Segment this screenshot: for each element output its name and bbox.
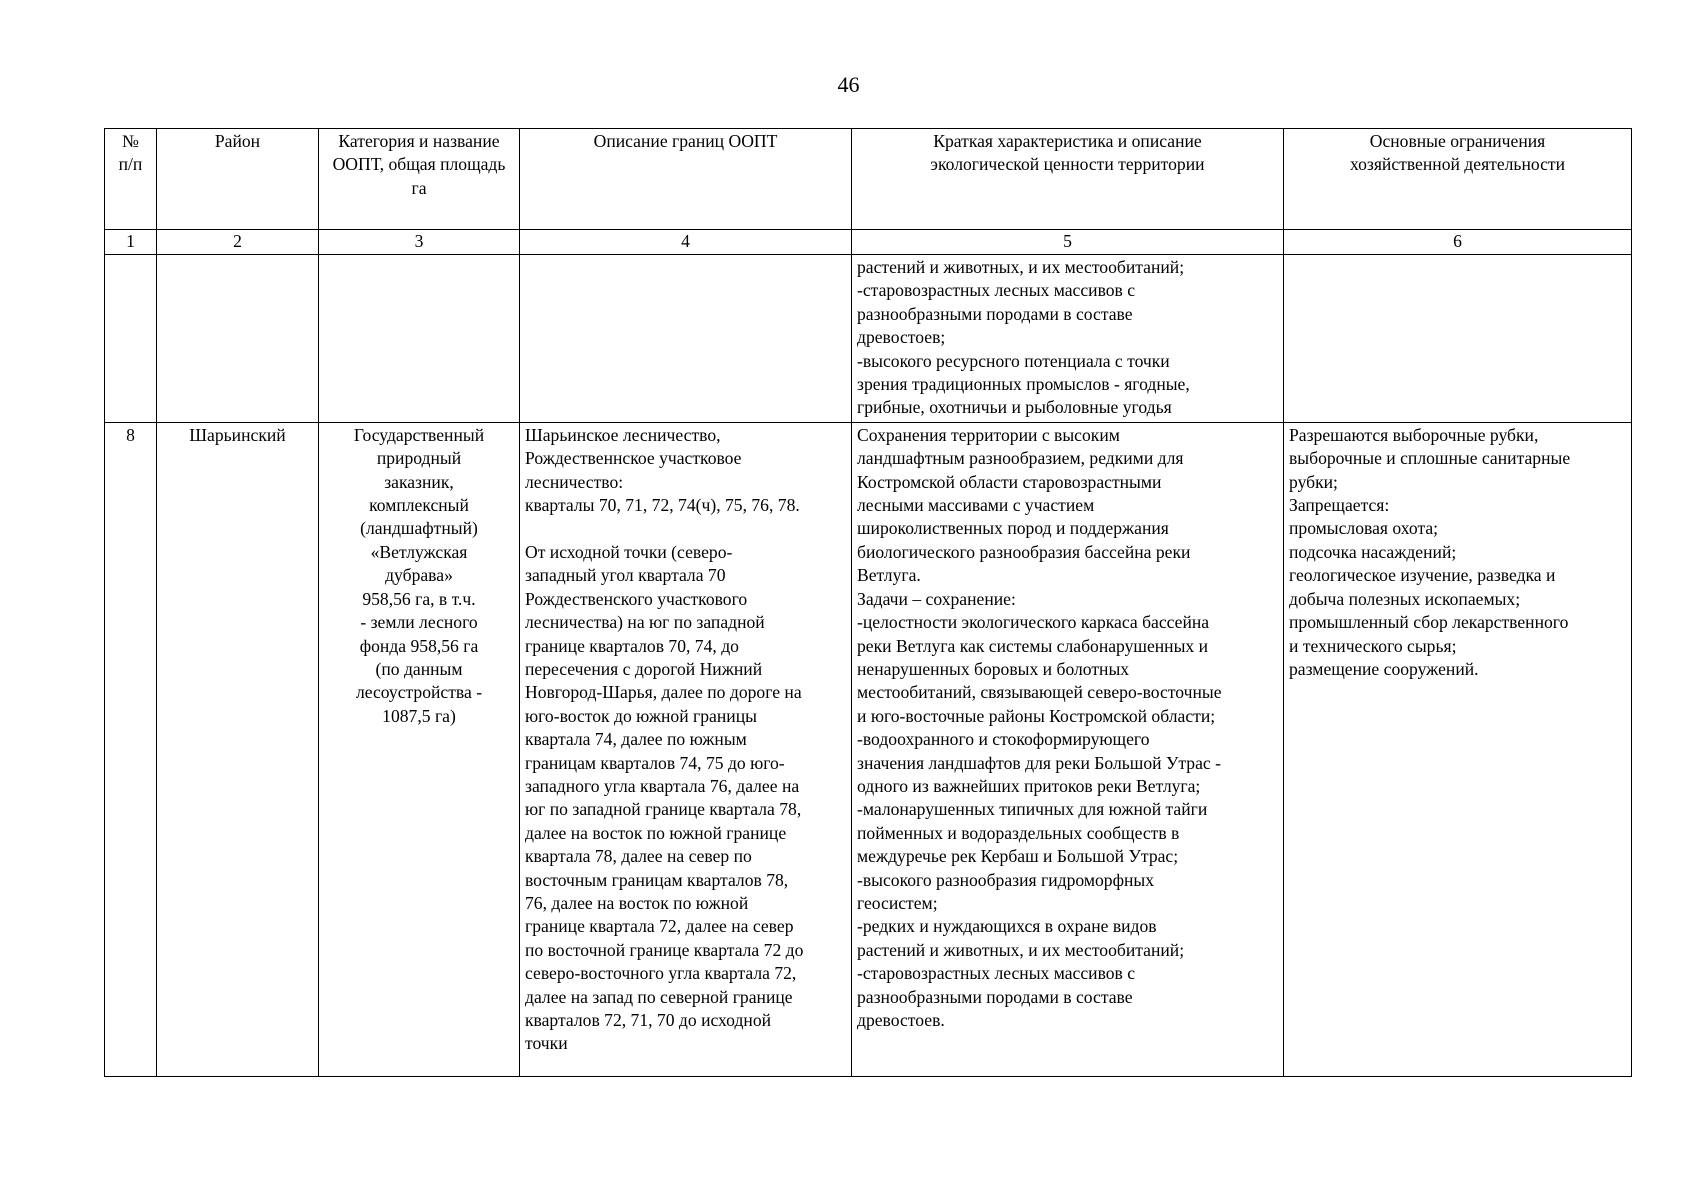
boundaries-cell: Шарьинское лесничество, Рождественнское участковое лесничество: кварталы 70, 71, 72, 74(ч), 75, 76, 78. От исходной точки (северо- западный угол квартала 70 Рождественского участкового лесничества) на юг по западной границе кварталов 70, 74, до пересечения с дорогой Нижний Новгород-Шарья, далее по дороге на юго-восток до южной границы квартала 74, далее по южным границам кварталов 74, 75 до юго- западного угла квартала 76, далее на юг по западной границе квартала 78, далее на восток по южной границе квартала 78, далее на север по восточным границам кварталов 78, 76, далее на восток по южной границе квартала 72, далее на север по восточной границе квартала 72 до северо-восточного угла квартала 72, далее на запад по северной границе кварталов 72, 71, 70 до исходной точки	[520, 422, 852, 1076]
row-number: 8	[105, 422, 157, 1076]
district-cell: Шарьинский	[157, 422, 319, 1076]
column-numbers-row	[105, 230, 1632, 255]
table-row	[105, 422, 1632, 1076]
category-cell: Государственный природный заказник, комплексный (ландшафтный) «Ветлужская дубрава» 958,56 га, в т.ч. - земли лесного фонда 958,56 га (по данным лесоустройства - 1087,5 га)	[319, 422, 520, 1076]
empty-cell	[105, 255, 157, 423]
empty-cell	[520, 255, 852, 423]
column-number: 6	[1284, 230, 1632, 255]
page-number: 46	[837, 72, 860, 97]
header-district: Район	[157, 129, 319, 230]
continuation-row	[105, 255, 1632, 423]
header-number: № п/п	[105, 129, 157, 230]
header-restrictions: Основные ограничения хозяйственной деятельности	[1284, 129, 1632, 230]
restrictions-cell: Разрешаются выборочные рубки, выборочные и сплошные санитарные рубки; Запрещается: промысловая охота; подсочка насаждений; геологическое изучение, разведка и добыча полезных ископаемых; промышленный сбор лекарственного и технического сырья; размещение сооружений.	[1284, 422, 1632, 1076]
characteristics-cell: Сохранения территории с высоким ландшафтным разнообразием, редкими для Костромской области старовозрастными лесными массивами с участием широколиственных пород и поддержания биологического разнообразия бассейна реки Ветлуга. Задачи – сохранение: -целостности экологического каркаса бассейна реки Ветлуга как системы слабонарушенных и ненарушенных боровых и болотных местообитаний, связывающей северо-восточные и юго-восточные районы Костромской области; -водоохранного и стокоформирующего значения ландшафтов для реки Большой Утрас - одного из важнейших притоков реки Ветлуга; -малонарушенных типичных для южной тайги пойменных и водораздельных сообществ в междуречье рек Кербаш и Большой Утрас; -высокого разнообразия гидроморфных геосистем; -редких и нуждающихся в охране видов растений и животных, и их местообитаний; -старовозрастных лесных массивов с разнообразными породами в составе древостоев.	[852, 422, 1284, 1076]
column-number: 3	[319, 230, 520, 255]
empty-cell	[319, 255, 520, 423]
continuation-characteristics: растений и животных, и их местообитаний; -старовозрастных лесных массивов с разнообразными породами в составе древостоев; -высокого ресурсного потенциала с точки зрения традиционных промыслов - ягодные, грибные, охотничьи и рыболовные угодья	[852, 255, 1284, 423]
protected-areas-table	[104, 128, 1632, 1077]
column-number: 2	[157, 230, 319, 255]
header-characteristics: Краткая характеристика и описание экологической ценности территории	[852, 129, 1284, 230]
column-number: 5	[852, 230, 1284, 255]
header-boundaries: Описание границ ООПТ	[520, 129, 852, 230]
header-category: Категория и название ООПТ, общая площадь га	[319, 129, 520, 230]
table-header-row	[105, 129, 1632, 230]
column-number: 4	[520, 230, 852, 255]
empty-cell	[157, 255, 319, 423]
column-number: 1	[105, 230, 157, 255]
empty-cell	[1284, 255, 1632, 423]
